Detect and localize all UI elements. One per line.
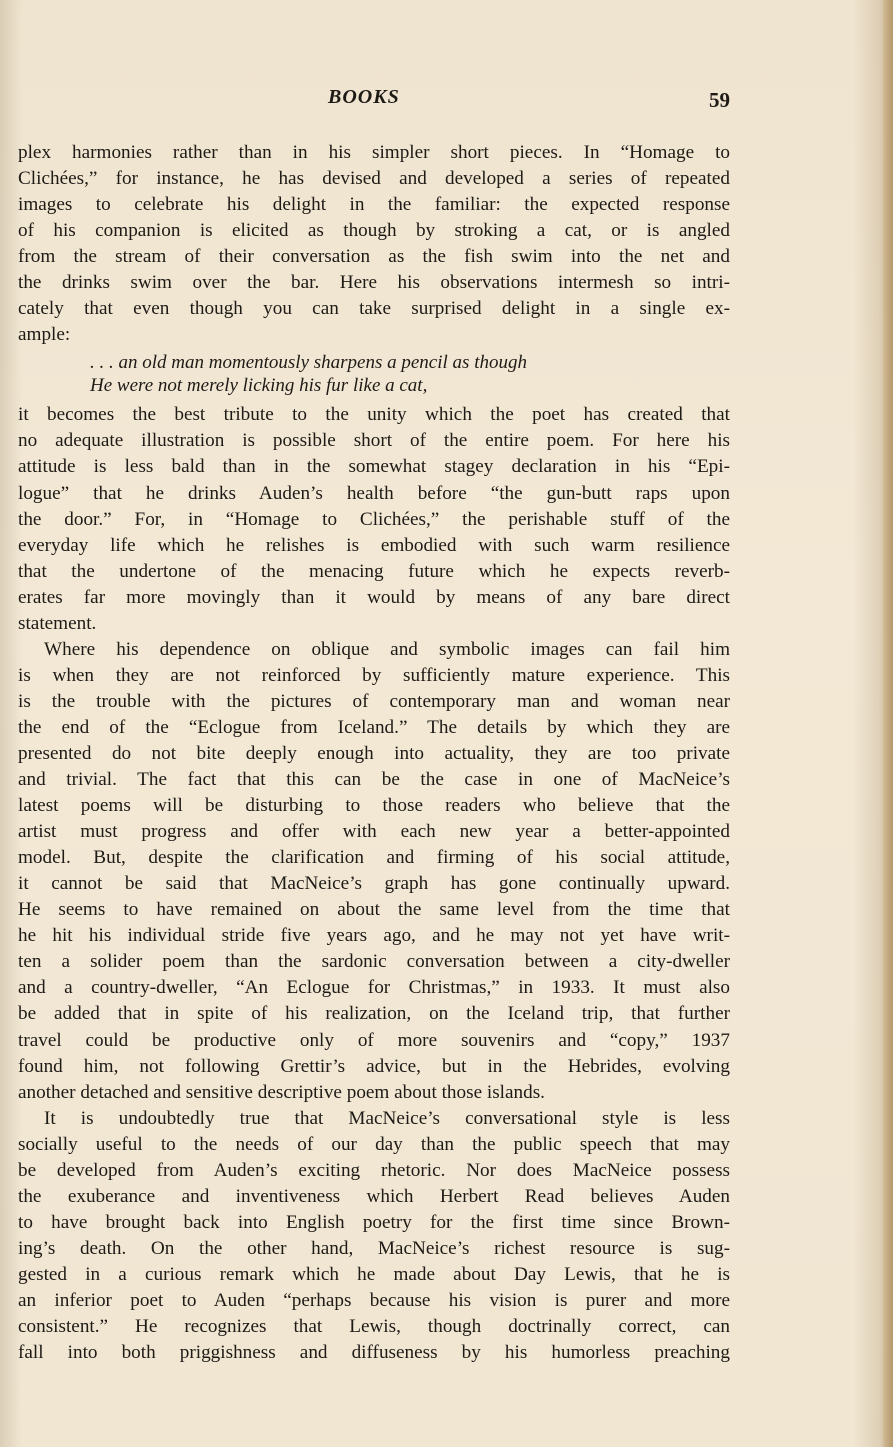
text-line: consistent.” He recognizes that Lewis, though doctrinally correct, can: [18, 1316, 730, 1338]
text-line: images to celebrate his delight in the familiar: the expected response: [18, 194, 730, 216]
text-line: and a country-dweller, “An Eclogue for Christmas,” in 1933. It must also: [18, 977, 730, 999]
text-line: Clichées,” for instance, he has devised and developed a series of repeated: [18, 168, 730, 190]
text-line: It is undoubtedly true that MacNeice’s conversational style is less: [44, 1107, 730, 1129]
verse-line: He were not merely licking his fur like a cat,: [90, 375, 428, 397]
text-line: the exuberance and inventiveness which Herbert Read believes Auden: [18, 1185, 730, 1207]
text-line: of his companion is elicited as though by stroking a cat, or is angled: [18, 220, 730, 242]
text-line: He seems to have remained on about the same level from the time that: [18, 899, 730, 921]
text-line: presented do not bite deeply enough into actuality, they are too private: [18, 742, 730, 764]
text-line: gested in a curious remark which he made about Day Lewis, that he is: [18, 1263, 730, 1285]
text-line: the drinks swim over the bar. Here his observations intermesh so intri-: [18, 272, 730, 294]
text-line: he hit his individual stride five years ago, and he may not yet have writ-: [18, 925, 730, 947]
verse-quotation: [18, 351, 730, 397]
text-line: socially useful to the needs of our day than the public speech that may: [18, 1133, 730, 1155]
text-line: ing’s death. On the other hand, MacNeice’s richest resource is sug-: [18, 1237, 730, 1259]
text-line: statement.: [18, 612, 97, 634]
text-line: it cannot be said that MacNeice’s graph has gone continually upward.: [18, 873, 730, 895]
text-line: to have brought back into English poetry for the first time since Brown-: [18, 1211, 730, 1233]
text-line: be added that in spite of his realization, on the Iceland trip, that further: [18, 1003, 730, 1025]
text-line: that the undertone of the menacing future which he expects reverb-: [18, 560, 730, 582]
paragraph-1: [18, 140, 730, 348]
text-line: the door.” For, in “Homage to Clichées,” the perishable stuff of the: [18, 508, 730, 530]
text-line: attitude is less bald than in the somewhat stagey declaration in his “Epi-: [18, 456, 730, 478]
text-line: the end of the “Eclogue from Iceland.” The details by which they are: [18, 716, 730, 738]
text-line: ample:: [18, 324, 71, 346]
verse-line: . . . an old man momentously sharpens a pencil as though: [90, 352, 527, 374]
page-header: [18, 86, 730, 116]
text-line: no adequate illustration is possible short of the entire poem. For here his: [18, 430, 730, 452]
text-line: an inferior poet to Auden “perhaps because his vision is purer and more: [18, 1289, 730, 1311]
text-line: cately that even though you can take surprised delight in a single ex-: [18, 298, 730, 320]
text-line: is the trouble with the pictures of contemporary man and woman near: [18, 690, 730, 712]
text-line: is when they are not reinforced by sufficiently mature experience. This: [18, 664, 730, 686]
text-line: artist must progress and offer with each new year a better-appointed: [18, 821, 730, 843]
text-line: logue” that he drinks Auden’s health before “the gun-butt raps upon: [18, 482, 730, 504]
running-head: BOOKS: [328, 86, 400, 108]
page-number: 59: [709, 88, 730, 112]
text-line: everyday life which he relishes is embodied with such warm resilience: [18, 534, 730, 556]
text-line: travel could be productive only of more souvenirs and “copy,” 1937: [18, 1029, 730, 1051]
text-line: fall into both priggishness and diffuseness by his humorless preaching: [18, 1342, 730, 1364]
page-edge: [883, 0, 893, 1447]
text-line: plex harmonies rather than in his simpler short pieces. In “Homage to: [18, 142, 730, 163]
text-line: and trivial. The fact that this can be the case in one of MacNeice’s: [18, 769, 730, 791]
text-line: model. But, despite the clarification and firming of his social attitude,: [18, 847, 730, 869]
text-line: found him, not following Grettir’s advice, but in the Hebrides, evolving: [18, 1055, 730, 1077]
paragraph-3: [18, 1106, 730, 1366]
text-line: another detached and sensitive descriptive poem about those islands.: [18, 1081, 545, 1103]
text-line: from the stream of their conversation as the fish swim into the net and: [18, 246, 730, 268]
text-line: ten a solider poem than the sardonic conversation between a city-dweller: [18, 951, 730, 973]
text-line: it becomes the best tribute to the unity which the poet has created that: [18, 404, 730, 426]
paragraph-1-continued: [18, 402, 730, 636]
text-line: latest poems will be disturbing to those readers who believe that the: [18, 795, 730, 817]
body-text: [18, 140, 730, 1366]
text-line: Where his dependence on oblique and symbolic images can fail him: [44, 638, 730, 660]
text-line: erates far more movingly than it would by means of any bare direct: [18, 586, 730, 608]
paragraph-2: [18, 637, 730, 1106]
text-line: be developed from Auden’s exciting rhetoric. Nor does MacNeice possess: [18, 1159, 730, 1181]
